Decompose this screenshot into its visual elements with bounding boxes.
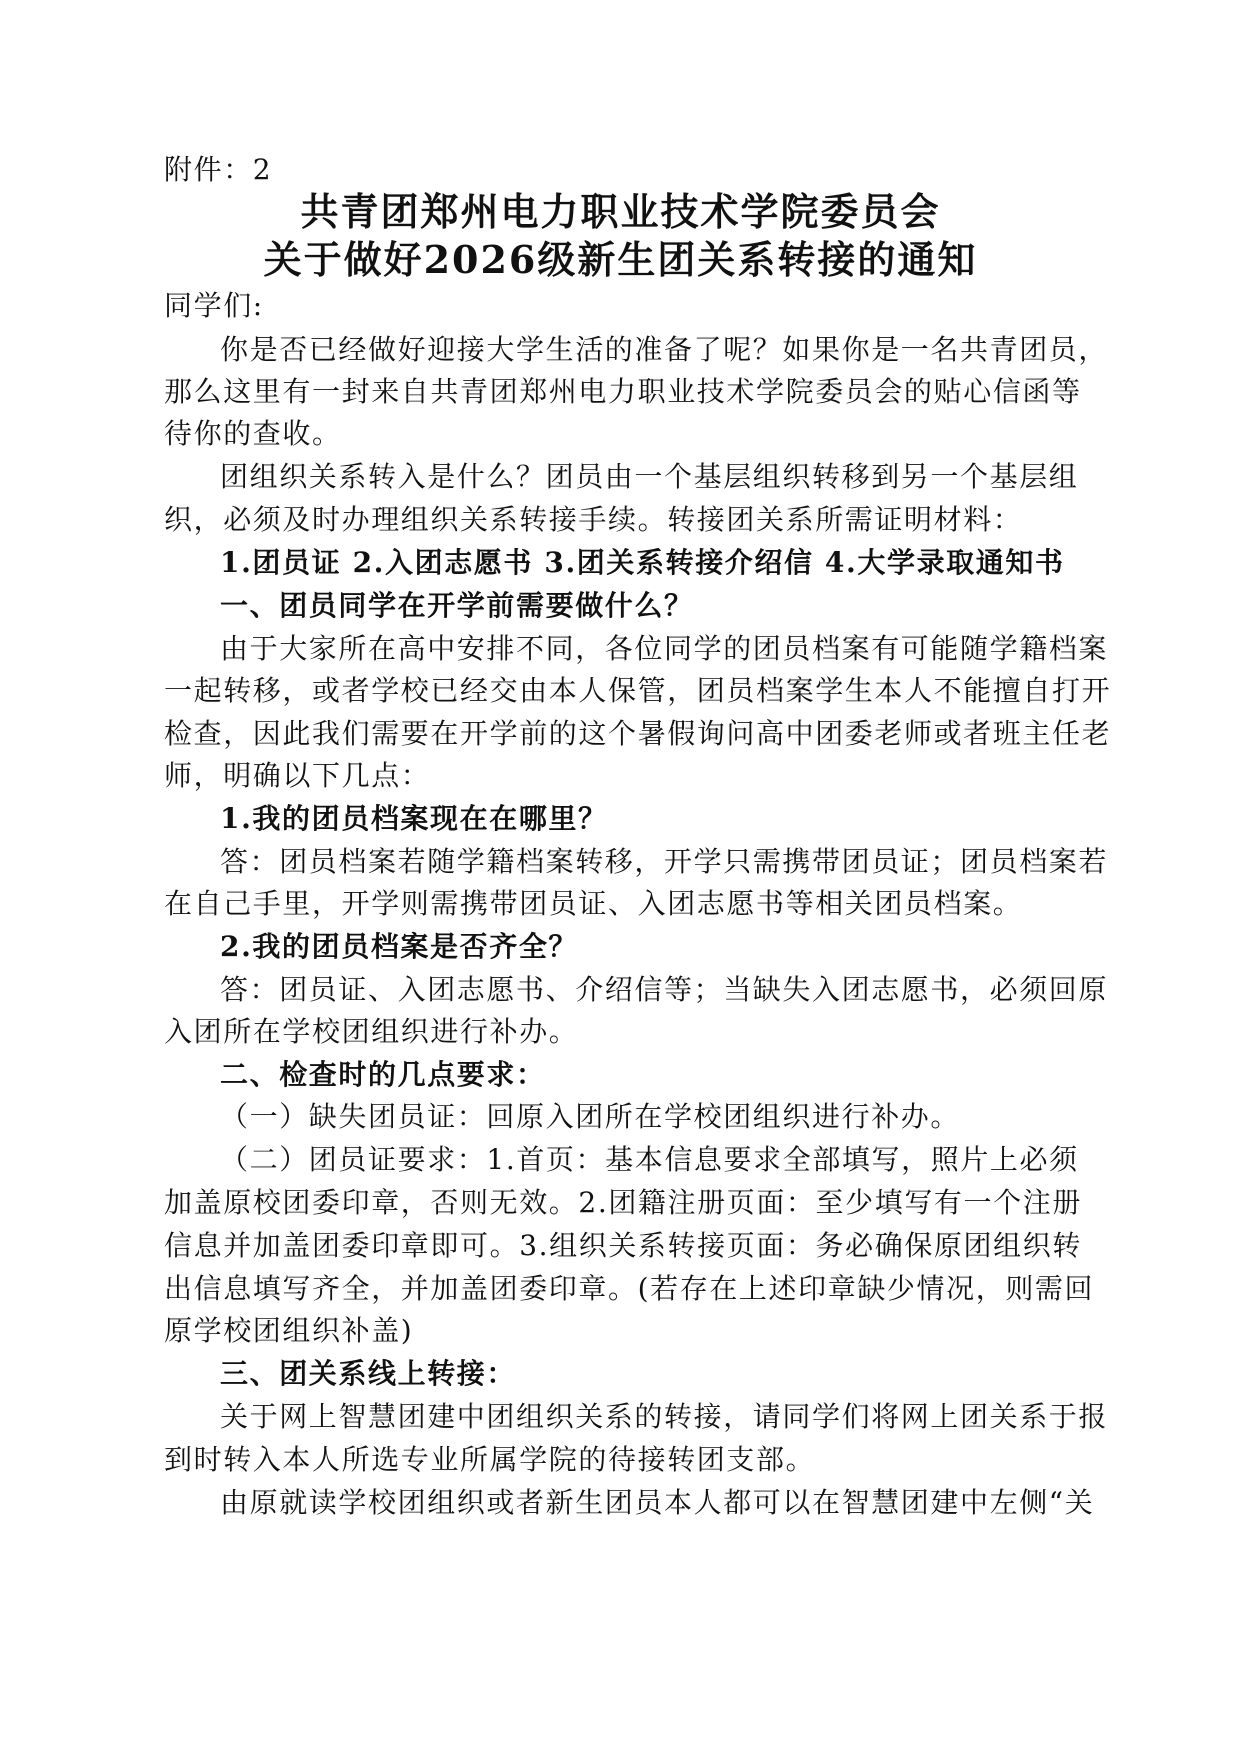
paragraph-line: 关于网上智慧团建中团组织关系的转接，请同学们将网上团关系于报: [220, 1400, 1109, 1433]
paragraph-line: 师，明确以下几点：: [164, 759, 431, 792]
paragraph-line: 由原就读学校团组织或者新生团员本人都可以在智慧团建中左侧“关: [220, 1486, 1095, 1519]
paragraph-line: （二）团员证要求：1.首页：基本信息要求全部填写，照片上必须: [220, 1143, 1079, 1176]
question-heading: 1.我的团员档案现在在哪里？: [220, 802, 608, 835]
section-heading: 一、团员同学在开学前需要做什么？: [220, 589, 694, 622]
paragraph-line: 到时转入本人所选专业所属学院的待接转团支部。: [164, 1443, 816, 1476]
paragraph-line: （一）缺失团员证：回原入团所在学校团组织进行补办。: [220, 1100, 961, 1133]
paragraph-line: 由于大家所在高中安排不同，各位同学的团员档案有可能随学籍档案: [220, 632, 1109, 665]
greeting: 同学们:: [164, 289, 264, 322]
section-heading: 二、检查时的几点要求：: [220, 1058, 546, 1091]
title-line-1: 共青团郑州电力职业技术学院委员会: [300, 189, 941, 234]
paragraph-line: 答：团员证、入团志愿书、介绍信等；当缺失入团志愿书，必须回原: [220, 973, 1109, 1006]
paragraph-line: 答：团员档案若随学籍档案转移，开学只需携带团员证；团员档案若: [220, 845, 1109, 878]
attachment-label: 附件：2: [164, 153, 273, 186]
paragraph-line: 加盖原校团委印章，否则无效。2.团籍注册页面：至少填写有一个注册: [164, 1186, 1082, 1219]
paragraph-line: 在自己手里，开学则需携带团员证、入团志愿书等相关团员档案。: [164, 887, 1023, 920]
paragraph-line: 你是否已经做好迎接大学生活的准备了呢？如果你是一名共青团员，: [220, 333, 1109, 366]
paragraph-line: 信息并加盖团委印章即可。3.组织关系转接页面：务必确保原团组织转: [164, 1229, 1082, 1262]
paragraph-line: 出信息填写齐全，并加盖团委印章。(若存在上述印章缺少情况，则需回: [164, 1272, 1095, 1305]
paragraph-line: 团组织关系转入是什么？团员由一个基层组织转移到另一个基层组: [220, 460, 1079, 493]
paragraph-line: 待你的查收。: [164, 417, 342, 450]
paragraph-line: 原学校团组织补盖): [164, 1314, 414, 1347]
question-heading: 2.我的团员档案是否齐全？: [220, 930, 579, 963]
paragraph-line: 入团所在学校团组织进行补办。: [164, 1015, 579, 1048]
section-heading: 三、团关系线上转接：: [220, 1357, 517, 1390]
paragraph-line: 那么这里有一封来自共青团郑州电力职业技术学院委员会的贴心信函等: [164, 375, 1082, 408]
title-line-2: 关于做好2026级新生团关系转接的通知: [263, 237, 978, 282]
paragraph-line: 检查，因此我们需要在开学前的这个暑假询问高中团委老师或者班主任老: [164, 717, 1112, 750]
paragraph-line: 一起转移，或者学校已经交由本人保管，团员档案学生本人不能擅自打开: [164, 674, 1112, 707]
materials-list: 1.团员证 2.入团志愿书 3.团关系转接介绍信 4.大学录取通知书: [220, 546, 1065, 579]
paragraph-line: 织，必须及时办理组织关系转接手续。转接团关系所需证明材料：: [164, 503, 1023, 536]
